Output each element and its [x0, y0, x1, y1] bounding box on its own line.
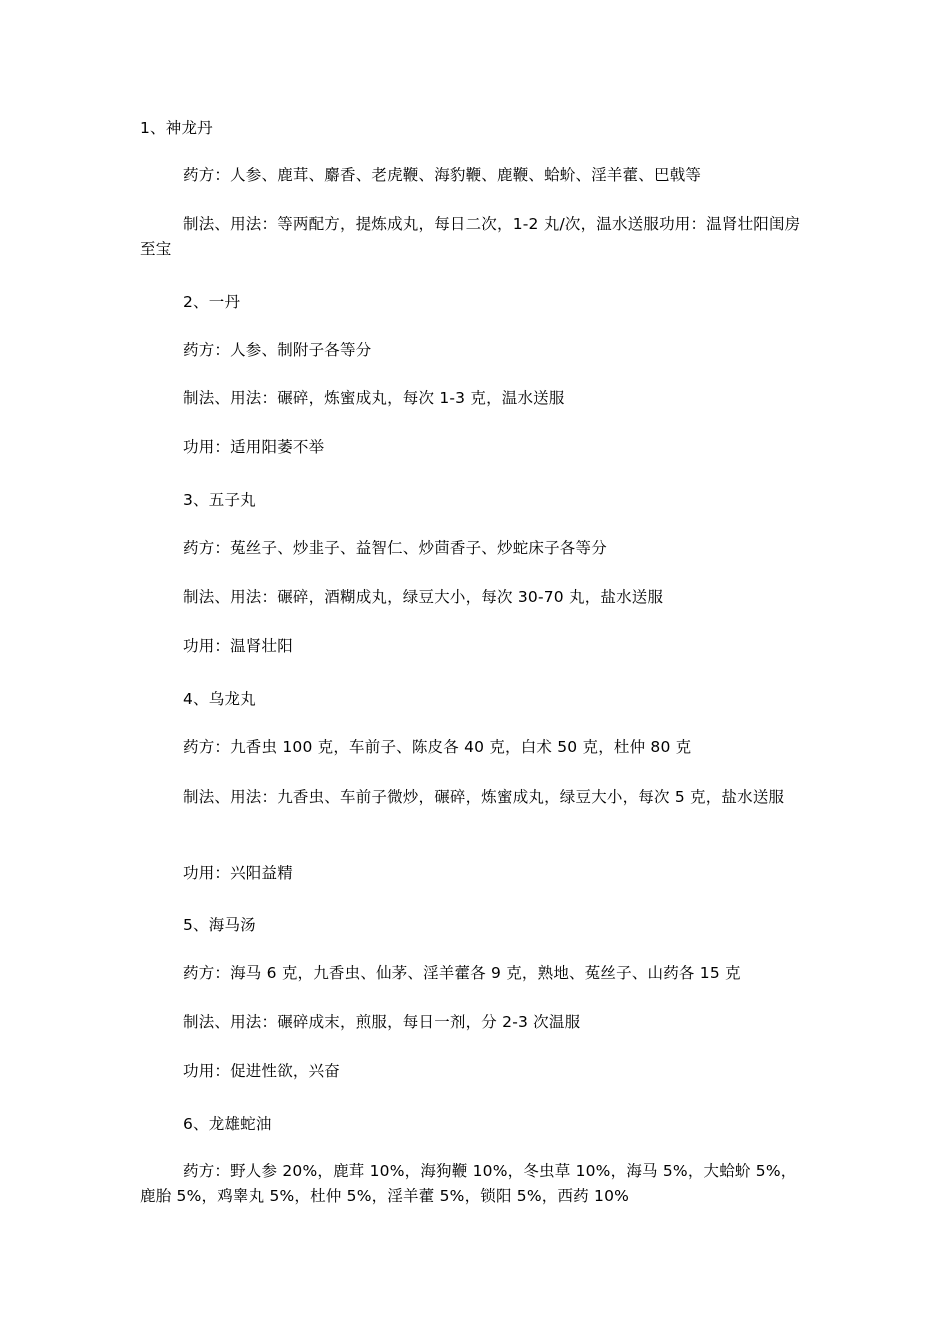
section-heading-4: 4、乌龙丸	[183, 690, 256, 708]
paragraph-prescription-5: 药方：海马 6 克，九香虫、仙茅、淫羊藿各 9 克，熟地、菟丝子、山药各 15 克	[183, 964, 741, 982]
paragraph-function-2: 功用：适用阳萎不举	[183, 438, 325, 456]
paragraph-prescription-4: 药方：九香虫 100 克，车前子、陈皮各 40 克，白术 50 克，杜仲 80 克	[183, 738, 692, 756]
paragraph-method-5: 制法、用法：碾碎成末，煎服，每日一剂，分 2-3 次温服	[183, 1013, 581, 1031]
section-heading-2: 2、一丹	[183, 293, 241, 311]
paragraph-prescription-2: 药方：人参、制附子各等分	[183, 341, 372, 359]
section-heading-3: 3、五子丸	[183, 491, 256, 509]
paragraph-prescription-1: 药方：人参、鹿茸、麝香、老虎鞭、海豹鞭、鹿鞭、蛤蚧、淫羊藿、巴戟等	[183, 166, 702, 184]
section-heading-6: 6、龙雄蛇油	[183, 1115, 272, 1133]
section-heading-1: 1、神龙丹	[140, 119, 213, 137]
paragraph-prescription-3: 药方：菟丝子、炒韭子、益智仁、炒茴香子、炒蛇床子各等分	[183, 539, 607, 557]
paragraph-method-1: 制法、用法：等两配方，提炼成丸，每日二次，1-2 丸/次，温水送服功用：温肾壮阳闺房至宝	[140, 215, 801, 258]
paragraph-function-4: 功用：兴阳益精	[183, 864, 293, 882]
paragraph-method-3: 制法、用法：碾碎，酒糊成丸，绿豆大小，每次 30-70 丸，盐水送服	[183, 588, 664, 606]
paragraph-method-2: 制法、用法：碾碎，炼蜜成丸，每次 1-3 克，温水送服	[183, 389, 565, 407]
paragraph-method-4: 制法、用法：九香虫、车前子微炒，碾碎，炼蜜成丸，绿豆大小，每次 5 克，盐水送服	[183, 788, 785, 806]
section-heading-5: 5、海马汤	[183, 916, 256, 934]
paragraph-function-3: 功用：温肾壮阳	[183, 637, 293, 655]
paragraph-function-5: 功用：促进性欲，兴奋	[183, 1062, 341, 1080]
paragraph-prescription-6: 药方：野人参 20%，鹿茸 10%，海狗鞭 10%，冬虫草 10%，海马 5%，大蛤蚧 5%，鹿胎 5%，鸡睾丸 5%，杜仲 5%，淫羊藿 5%，锁阳 5%，西药 10%	[140, 1162, 797, 1205]
